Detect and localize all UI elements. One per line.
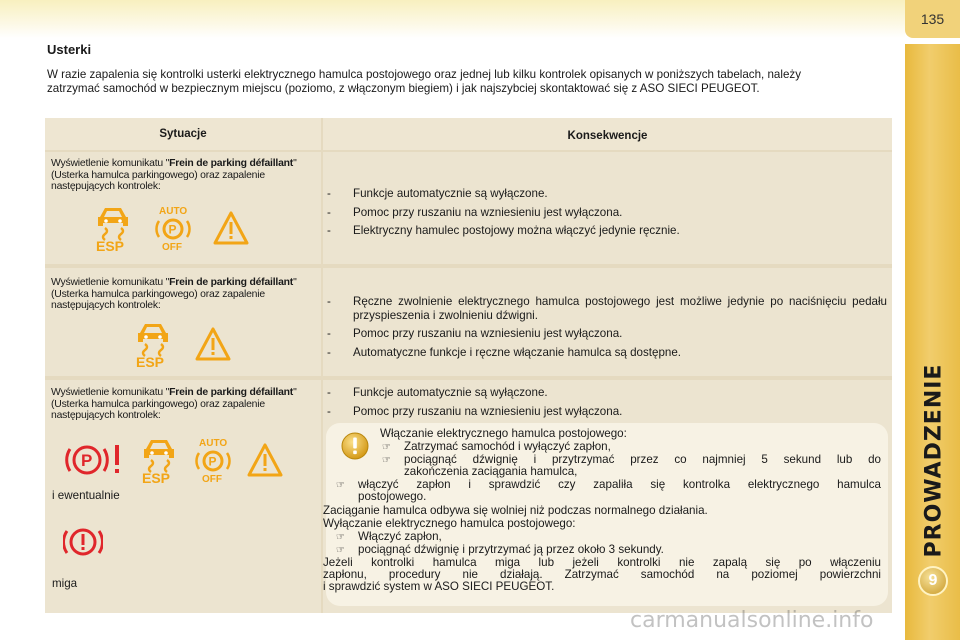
electric-brake-note: [323, 423, 888, 606]
consequence-item: - Elektryczny hamulec postojowy można włączyć jedynie ręcznie.: [327, 224, 887, 238]
svg-text:ESP: ESP: [142, 470, 171, 484]
note-bullet: [336, 531, 345, 545]
svg-text:OFF: OFF: [162, 242, 182, 252]
row-3-icons: [65, 436, 283, 484]
note-bullet: [382, 441, 391, 455]
pointer-icon: ☞: [382, 455, 391, 466]
note-line: Włączyć zapłon,: [358, 530, 442, 543]
svg-text:AUTO: AUTO: [199, 438, 228, 449]
row-2-consequences: [327, 295, 887, 364]
chapter-title-text: PROWADZENIE: [921, 363, 947, 557]
note-line: zakończenia zaciągania hamulca,: [404, 465, 578, 478]
auto-off-parking-icon: [153, 204, 193, 252]
row-2-situation-text: Wyświetlenie komunikatu "Frein de parking défaillant" (Usterka hamulca parkingowego) oraz zapalenie następujących kontrolek:: [51, 277, 297, 311]
esp-icon: [95, 204, 139, 252]
svg-text:ESP: ESP: [96, 238, 125, 252]
svg-text:ESP: ESP: [136, 354, 165, 368]
row-3-extra-icon: [63, 524, 103, 560]
note-line: Włączanie elektrycznego hamulca postojowego:: [380, 427, 627, 440]
consequence-item: - Ręczne zwolnienie elektrycznego hamulca postojowego jest możliwe jedynie po naciśnięciu pedału przyspieszenia i zwolnieniu dźwigni.: [327, 295, 887, 322]
section-heading: Usterki: [47, 42, 92, 57]
consequence-item: - Pomoc przy ruszaniu na wzniesieniu jest wyłączona.: [327, 206, 887, 220]
pointer-icon: ☞: [336, 545, 345, 556]
note-line: Zaciąganie hamulca odbywa się wolniej niż podczas normalnego działania.: [323, 504, 708, 517]
note-line: postojowego.: [358, 490, 427, 503]
pointer-icon: ☞: [382, 442, 391, 453]
consequence-item: - Funkcje automatycznie są wyłączone.: [327, 386, 887, 400]
note-line: pociągnąć dźwignię i przytrzymać ją przez około 3 sekundy.: [358, 543, 664, 556]
consequence-item: - Pomoc przy ruszaniu na wzniesieniu jest wyłączona.: [327, 405, 887, 419]
note-line: Jeżeli kontrolki hamulca miga lub jeżeli kontrolki nie zapalą się po włączeniu: [323, 556, 881, 569]
row-1-situation-text: Wyświetlenie komunikatu "Frein de parking défaillant" (Usterka hamulca parkingowego) oraz zapalenie następujących kontrolek:: [51, 158, 297, 192]
svg-text:OFF: OFF: [202, 474, 222, 484]
note-line: zapłonu, procedury nie działają. Zatrzymać samochód na poziomej powierzchni: [323, 568, 881, 581]
row-3-situation-cell: [45, 380, 321, 613]
auto-off-parking-icon: [193, 436, 233, 484]
consequence-item: - Funkcje automatycznie są wyłączone.: [327, 187, 887, 201]
page-number: 135: [905, 0, 960, 38]
brake-warning-icon: [63, 524, 103, 560]
chapter-badge: 9: [918, 566, 948, 596]
row-1-situation-cell: [45, 152, 321, 264]
top-stripe: [0, 0, 905, 38]
svg-text:P: P: [81, 451, 93, 470]
pointer-icon: ☞: [336, 532, 345, 543]
row-1-icons: [95, 204, 249, 252]
blinking-label: miga: [52, 577, 78, 590]
row-1-consequence-cell: [323, 152, 892, 264]
consequence-item: - Pomoc przy ruszaniu na wzniesieniu jest wyłączona.: [327, 327, 887, 341]
note-line: włączyć zapłon i sprawdzić czy zapaliła się kontrolka elektrycznego hamulca: [358, 478, 881, 491]
row-2-consequence-cell: [323, 268, 892, 376]
warning-triangle-icon: [247, 442, 283, 478]
row-3-situation-text: Wyświetlenie komunikatu "Frein de parking défaillant" (Usterka hamulca parkingowego) oraz zapalenie następujących kontrolek:: [51, 387, 297, 421]
note-line: Zatrzymać samochód i wyłączyć zapłon,: [404, 440, 611, 453]
row-2-situation-cell: [45, 268, 321, 376]
intro-paragraph: W razie zapalenia się kontrolki usterki elektrycznego hamulca postojowego oraz jednej lub kilku kontrolek opisanych w poniższych tabelach, należy zatrzymać samochód w bezpiecznym miejscu (poziomo, z włączonym biegiem) i jak najszybciej skontaktować się z ASO SIECI PEUGEOT.: [47, 68, 801, 95]
row-1-consequences: [327, 187, 887, 243]
watermark: carmanualsonline.info: [630, 608, 874, 633]
header-situations: Sytuacje: [45, 118, 321, 150]
esp-icon: [141, 436, 185, 484]
warning-triangle-icon: [213, 210, 249, 246]
row-3-consequences: [327, 386, 887, 423]
optional-label: i ewentualnie: [52, 489, 120, 502]
consequence-item: - Automatyczne funkcje i ręczne włączanie hamulca są dostępne.: [327, 346, 887, 360]
esp-icon: [135, 320, 179, 368]
note-line: Wyłączanie elektrycznego hamulca postojowego:: [323, 517, 576, 530]
svg-text:P: P: [208, 454, 217, 469]
note-bullet: [336, 479, 345, 493]
warning-triangle-icon: [195, 326, 231, 362]
pointer-icon: ☞: [336, 480, 345, 491]
chapter-title: [908, 330, 960, 590]
header-consequences: Konsekwencje: [323, 118, 892, 150]
fault-table: [45, 118, 892, 613]
svg-text:P: P: [168, 222, 177, 237]
row-2-icons: [135, 320, 231, 368]
note-line: pociągnąć dźwignię i przytrzymać przez co najmniej 5 sekund lub do: [404, 453, 881, 466]
parking-brake-fault-icon: [65, 440, 127, 480]
svg-text:AUTO: AUTO: [159, 206, 188, 217]
note-bullet: [382, 454, 391, 468]
note-line: i sprawdzić system w ASO SIECI PEUGEOT.: [323, 580, 555, 593]
caution-icon: [340, 431, 370, 465]
